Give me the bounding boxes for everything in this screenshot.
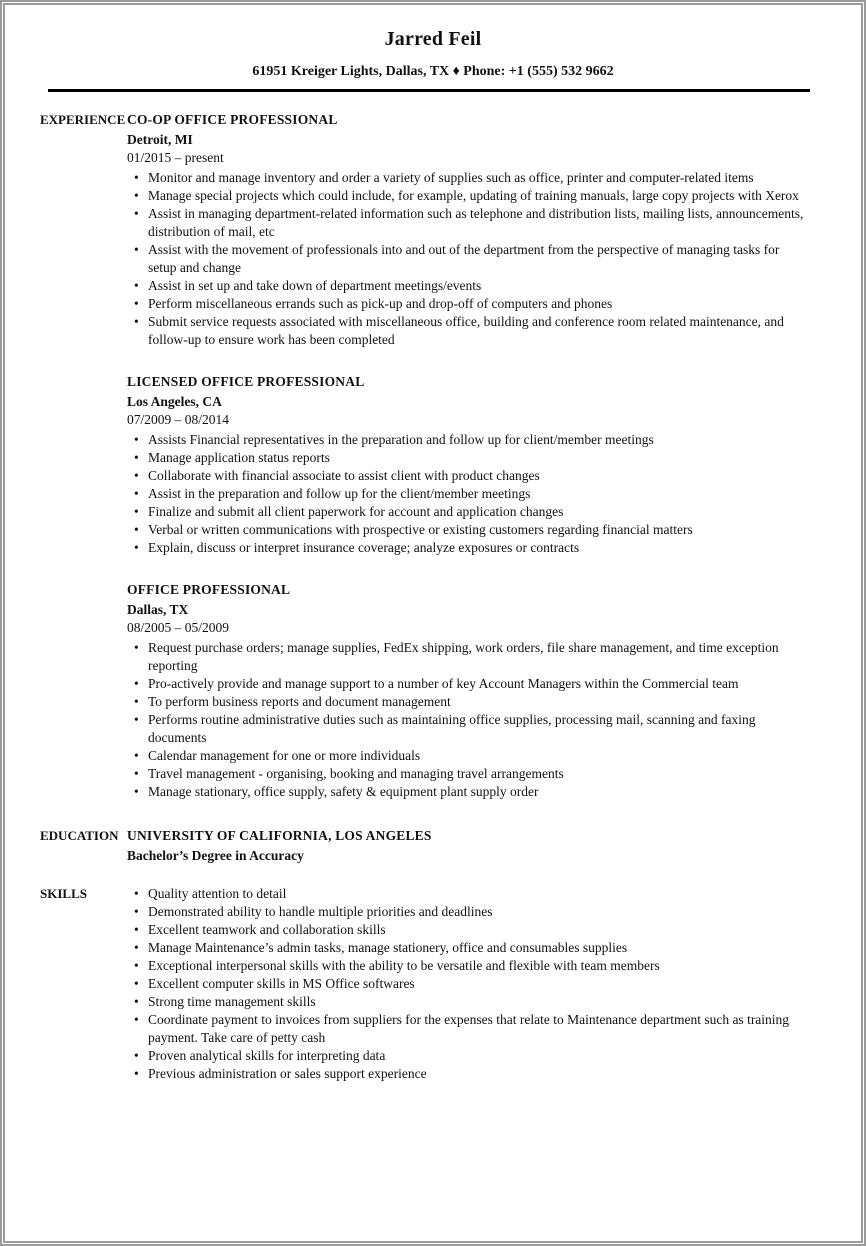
- contact-line: 61951 Kreiger Lights, Dallas, TX ♦ Phone: +1 (555) 532 9662: [252, 64, 614, 79]
- bullet-item: • Travel management - organising, booking and managing travel arrangements: [127, 765, 807, 783]
- section-label-education: EDUCATION: [40, 828, 119, 843]
- bullet-item: • Assist in the preparation and follow up for the client/member meetings: [127, 485, 807, 503]
- bullet-item: • Performs routine administrative duties such as maintaining office supplies, processing mail, scanning and faxing documents: [127, 711, 807, 747]
- bullet-item: • Verbal or written communications with prospective or existing customers regarding financial matters: [127, 521, 807, 539]
- bullet-item: • Monitor and manage inventory and order a variety of supplies such as office, printer and computer-related items: [127, 169, 807, 187]
- job-location: Los Angeles, CA: [127, 394, 222, 409]
- job-bullet-list: [127, 169, 807, 349]
- job-entry: [127, 581, 807, 801]
- header-divider: [48, 89, 810, 92]
- bullet-item: • Exceptional interpersonal skills with the ability to be versatile and flexible with team members: [127, 957, 807, 975]
- section-label-experience: EXPERIENCE: [40, 112, 126, 127]
- bullet-item: • Explain, discuss or interpret insurance coverage; analyze exposures or contracts: [127, 539, 807, 557]
- bullet-item: • Previous administration or sales support experience: [127, 1065, 807, 1083]
- bullet-item: • Submit service requests associated with miscellaneous office, building and conference room related maintenance, and follow-up to ensure work has been completed: [127, 313, 807, 349]
- job-dates: 01/2015 – present: [127, 150, 224, 165]
- skills-content: [127, 885, 861, 1083]
- education-section: [5, 827, 861, 865]
- page-title: Jarred Feil: [384, 28, 482, 50]
- job-dates: 07/2009 – 08/2014: [127, 412, 230, 427]
- bullet-item: • Proven analytical skills for interpreting data: [127, 1047, 807, 1065]
- job-title: LICENSED OFFICE PROFESSIONAL: [127, 374, 365, 389]
- bullet-item: • Strong time management skills: [127, 993, 807, 1011]
- bullet-item: • Quality attention to detail: [127, 885, 807, 903]
- bullet-item: • Calendar management for one or more individuals: [127, 747, 807, 765]
- bullet-item: • Finalize and submit all client paperwork for account and application changes: [127, 503, 807, 521]
- bullet-item: • Manage stationary, office supply, safety & equipment plant supply order: [127, 783, 807, 801]
- experience-section: [5, 111, 861, 801]
- job-location: Dallas, TX: [127, 602, 189, 617]
- job-title: CO-OP OFFICE PROFESSIONAL: [127, 112, 338, 127]
- resume-header: [5, 28, 861, 80]
- section-label-skills: SKILLS: [40, 886, 87, 901]
- job-location: Detroit, MI: [127, 132, 193, 147]
- bullet-item: • Assist in managing department-related information such as telephone and distribution lists, mailing lists, announcements, distribution of mail, etc: [127, 205, 807, 241]
- bullet-item: • Coordinate payment to invoices from suppliers for the expenses that relate to Maintenance department such as training payment. Take care of petty cash: [127, 1011, 807, 1047]
- bullet-item: • Assists Financial representatives in the preparation and follow up for client/member meetings: [127, 431, 807, 449]
- bullet-item: • To perform business reports and document management: [127, 693, 807, 711]
- bullet-item: • Demonstrated ability to handle multiple priorities and deadlines: [127, 903, 807, 921]
- bullet-item: • Pro-actively provide and manage support to a number of key Account Managers within the Commercial team: [127, 675, 807, 693]
- job-bullet-list: [127, 431, 807, 557]
- job-dates: 08/2005 – 05/2009: [127, 620, 230, 635]
- bullet-item: • Assist with the movement of professionals into and out of the department from the perspective of managing tasks for setup and change: [127, 241, 807, 277]
- bullet-item: • Request purchase orders; manage supplies, FedEx shipping, work orders, file share management, and time exception reporting: [127, 639, 807, 675]
- bullet-item: • Manage application status reports: [127, 449, 807, 467]
- skills-bullet-list: [127, 885, 807, 1083]
- bullet-item: • Assist in set up and take down of department meetings/events: [127, 277, 807, 295]
- job-title: OFFICE PROFESSIONAL: [127, 582, 291, 597]
- bullet-item: • Collaborate with financial associate to assist client with product changes: [127, 467, 807, 485]
- skills-section: [5, 885, 861, 1083]
- bullet-item: • Perform miscellaneous errands such as pick-up and drop-off of computers and phones: [127, 295, 807, 313]
- bullet-item: • Excellent teamwork and collaboration skills: [127, 921, 807, 939]
- bullet-item: • Excellent computer skills in MS Office softwares: [127, 975, 807, 993]
- experience-content: [127, 111, 861, 801]
- job-entry: [127, 373, 807, 557]
- degree-name: Bachelor’s Degree in Accuracy: [127, 848, 304, 863]
- job-bullet-list: [127, 639, 807, 801]
- job-entry: [127, 111, 807, 349]
- education-content: [127, 827, 861, 865]
- bullet-item: • Manage Maintenance’s admin tasks, manage stationery, office and consumables supplies: [127, 939, 807, 957]
- bullet-item: • Manage special projects which could include, for example, updating of training manuals, large copy projects with Xerox: [127, 187, 807, 205]
- school-name: UNIVERSITY OF CALIFORNIA, LOS ANGELES: [127, 828, 432, 843]
